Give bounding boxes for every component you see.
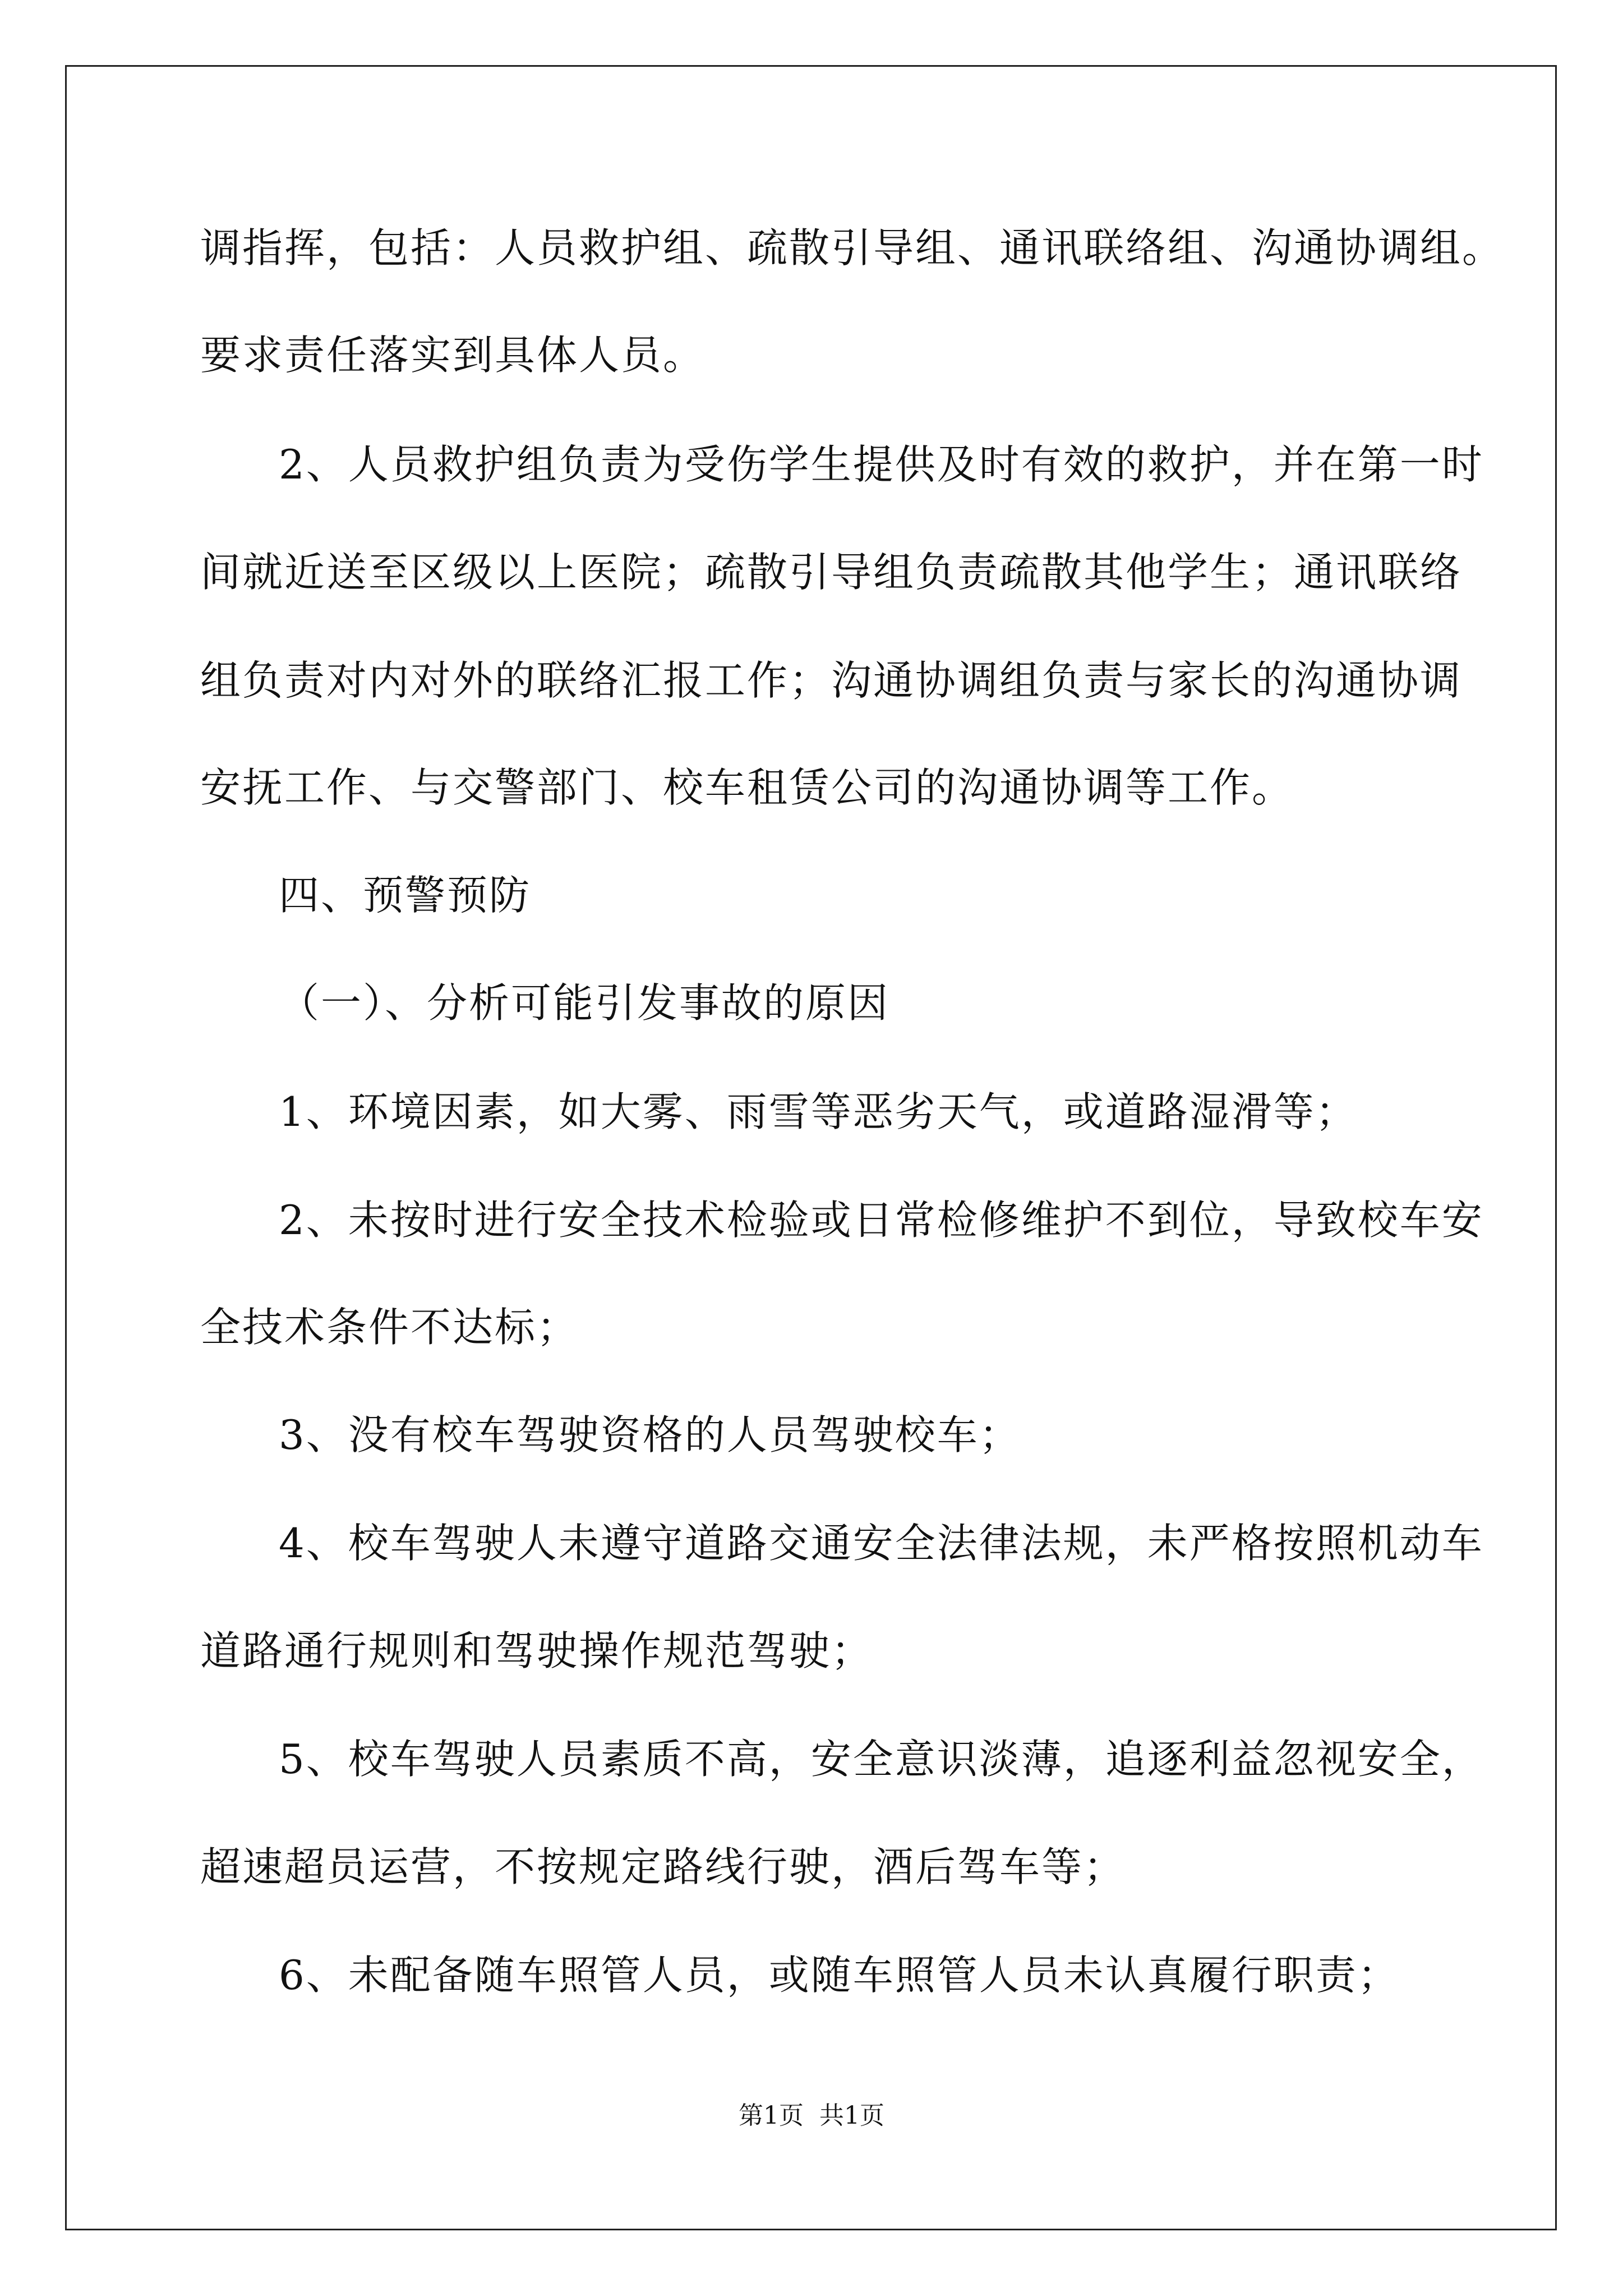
text-line: 组负责对内对外的联络汇报工作；沟通协调组负责与家长的沟通协调 <box>200 657 1463 704</box>
text-line: 全技术条件不达标； <box>200 1304 579 1351</box>
page-number: 第1页 <box>739 2101 804 2130</box>
subsection-heading: （一）、分析可能引发事故的原因 <box>279 979 890 1027</box>
text-line: 安抚工作、与交警部门、校车租赁公司的沟通协调等工作。 <box>200 764 1294 811</box>
section-heading: 四、预警预防 <box>279 872 532 919</box>
text-line: 要求责任落实到具体人员。 <box>200 332 706 379</box>
text-line: 2、人员救护组负责为受伤学生提供及时有效的救护，并在第一时 <box>279 441 1484 488</box>
page-total: 共1页 <box>819 2101 884 2130</box>
text-line: 1、环境因素，如大雾、雨雪等恶劣天气，或道路湿滑等； <box>279 1088 1358 1135</box>
page-frame <box>65 65 1557 2230</box>
page-footer <box>0 2099 1623 2133</box>
text-line: 超速超员运营，不按规定路线行驶，酒后驾车等； <box>200 1843 1126 1890</box>
text-line: 5、校车驾驶人员素质不高，安全意识淡薄，追逐利益忽视安全， <box>279 1736 1484 1783</box>
text-line: 调指挥，包括：人员救护组、疏散引导组、通讯联络组、沟通协调组。 <box>200 224 1505 272</box>
text-line: 3、没有校车驾驶资格的人员驾驶校车； <box>279 1411 1021 1458</box>
text-line: 2、未按时进行安全技术检验或日常检修维护不到位，导致校车安 <box>279 1197 1484 1244</box>
text-line: 道路通行规则和驾驶操作规范驾驶； <box>200 1627 874 1674</box>
text-line: 4、校车驾驶人未遵守道路交通安全法律法规，未严格按照机动车 <box>279 1520 1484 1567</box>
text-line: 间就近送至区级以上医院；疏散引导组负责疏散其他学生；通讯联络 <box>200 549 1463 596</box>
text-line: 6、未配备随车照管人员，或随车照管人员未认真履行职责； <box>279 1952 1400 1999</box>
